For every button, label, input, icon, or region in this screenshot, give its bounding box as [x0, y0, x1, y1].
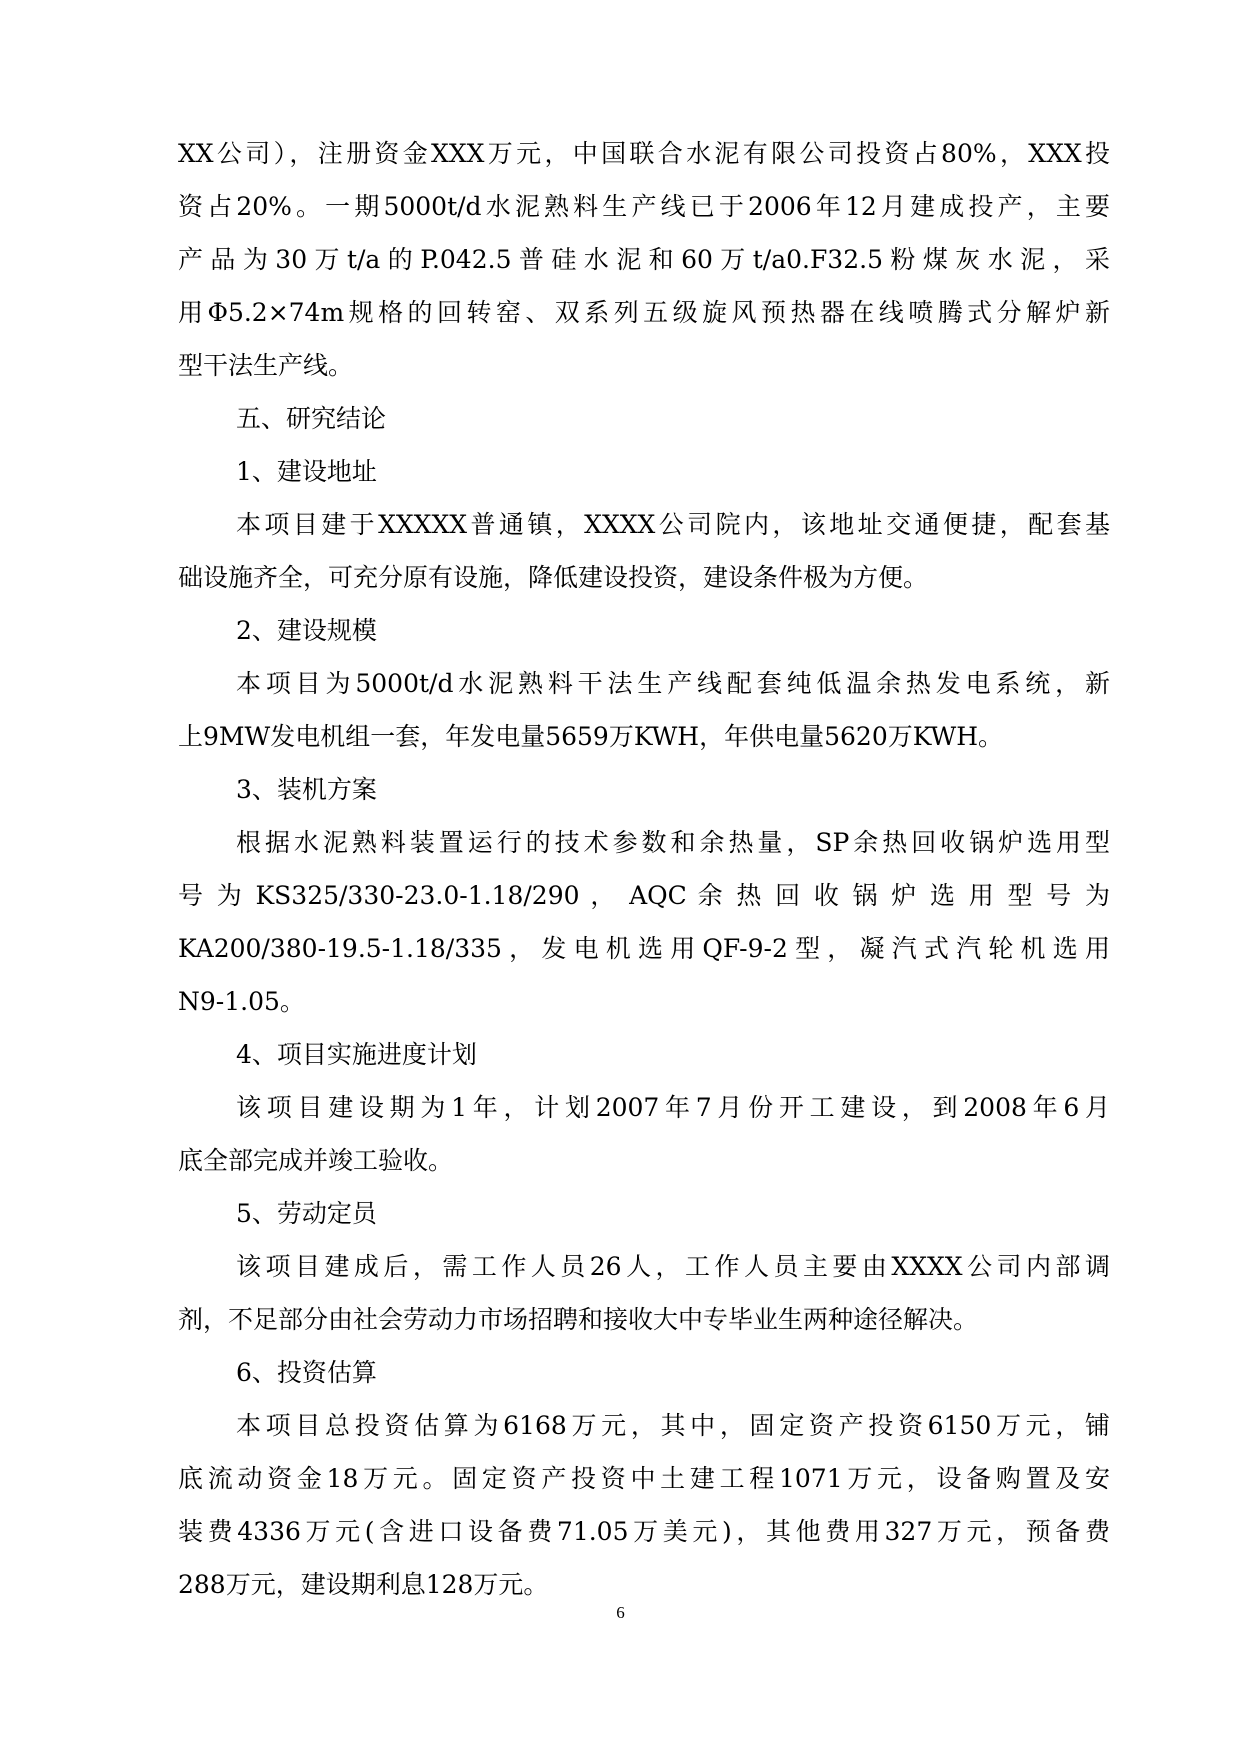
paragraph-line: 288万元，建设期利息128万元。: [178, 1570, 549, 1599]
paragraph-line: 号 为 KS325/330-23.0-1.18/290 ， AQC 余 热 回 收 锅 炉 选 用 型 号 为: [178, 881, 1110, 910]
page-number: 6: [616, 1603, 625, 1622]
paragraph-line: 本项目建于XXXXX普通镇，XXXX公司院内，该地址交通便捷，配套基: [236, 510, 1110, 539]
intro-line: 产品为30万t/a的P.042.5普硅水泥和60万t/a0.F32.5粉煤灰水泥，采: [178, 245, 1110, 274]
paragraph-line: 上9MW发电机组一套，年发电量5659万KWH，年供电量5620万KWH。: [178, 722, 1004, 751]
paragraph-line: 根据水泥熟料装置运行的技术参数和余热量，SP余热回收锅炉选用型: [236, 828, 1110, 857]
paragraph-line: KA200/380-19.5-1.18/335，发电机选用QF-9-2型，凝汽式汽轮机选用: [178, 934, 1110, 963]
section-heading: 五、研究结论: [236, 404, 387, 433]
paragraph-line: 剂，不足部分由社会劳动力市场招聘和接收大中专毕业生两种途径解决。: [178, 1305, 979, 1334]
paragraph-line: 底全部完成并竣工验收。: [178, 1146, 454, 1175]
paragraph-line: 底流动资金18万元。固定资产投资中土建工程1071万元，设备购置及安: [178, 1464, 1110, 1493]
document-body: [178, 127, 1110, 1611]
intro-line: XX公司），注册资金XXX万元，中国联合水泥有限公司投资占80%，XXX投: [178, 139, 1110, 168]
paragraph-line: 该项目建设期为1年，计划2007年7月份开工建设，到2008年6月: [236, 1093, 1110, 1122]
intro-line: 资占20%。一期5000t/d水泥熟料生产线已于2006年12月建成投产，主要: [178, 192, 1110, 221]
paragraph-line: 本项目为5000t/d水泥熟料干法生产线配套纯低温余热发电系统，新: [236, 669, 1110, 698]
paragraph-line: 本项目总投资估算为6168万元，其中，固定资产投资6150万元，铺: [236, 1411, 1110, 1440]
intro-line: 型干法生产线。: [178, 351, 354, 380]
subsection-heading-scale: 2、建设规模: [236, 616, 377, 645]
paragraph-line: 该项目建成后，需工作人员26人，工作人员主要由XXXX公司内部调: [236, 1252, 1110, 1281]
subsection-heading-schedule: 4、项目实施进度计划: [236, 1040, 477, 1069]
paragraph-line: 装费4336万元(含进口设备费71.05万美元)，其他费用327万元，预备费: [178, 1517, 1110, 1546]
subsection-heading-investment: 6、投资估算: [236, 1358, 377, 1387]
subsection-heading-staffing: 5、劳动定员: [236, 1199, 377, 1228]
paragraph-line: N9-1.05。: [178, 987, 305, 1016]
intro-line: 用Φ5.2×74m规格的回转窑、双系列五级旋风预热器在线喷腾式分解炉新: [178, 298, 1110, 327]
subsection-heading-site: 1、建设地址: [236, 457, 377, 486]
paragraph-line: 础设施齐全，可充分原有设施，降低建设投资，建设条件极为方便。: [178, 563, 929, 592]
subsection-heading-equipment: 3、装机方案: [236, 775, 377, 804]
